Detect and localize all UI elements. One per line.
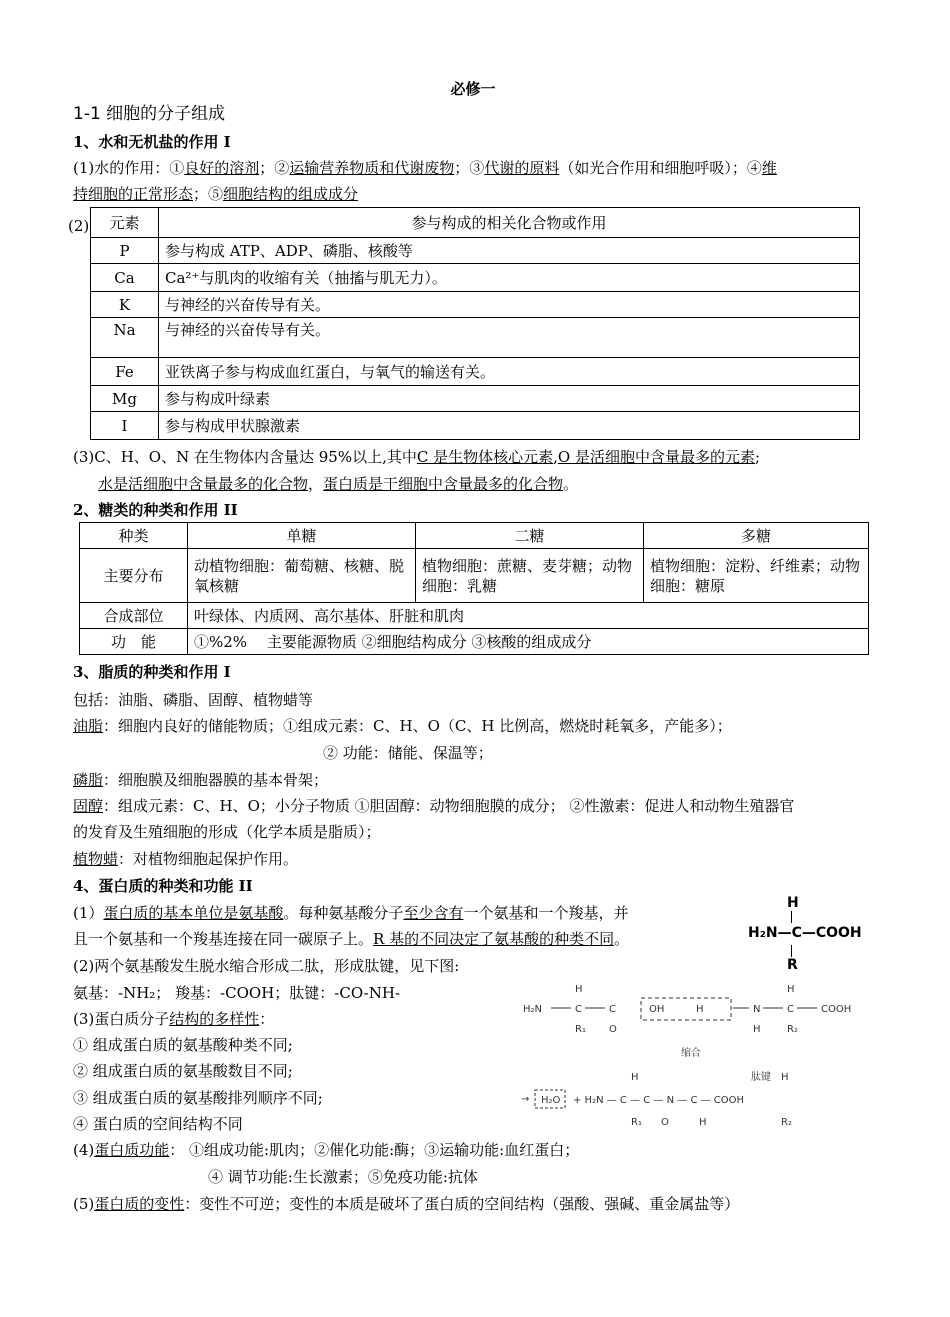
lipid-line-2: 油脂：细胞内良好的储能物质；①组成元素：C、H、O（C、H 比例高，燃烧时耗氧多，产能多）； [73, 717, 732, 735]
heading-3: 3、脂质的种类和作用 I [73, 663, 231, 681]
svg-text:H: H [699, 1117, 707, 1128]
diagram-label-peptide: 肽键 [751, 1072, 771, 1083]
svg-text:C: C [575, 1004, 582, 1015]
svg-text:N: N [753, 1004, 761, 1015]
t2-r2-label: 合成部位 [80, 603, 188, 629]
lipid-line-6: 的发育及生殖细胞的形成（化学本质是脂质）； [73, 823, 381, 841]
t2-r1-cell: 植物细胞：蔗糖、麦芽糖；动物细胞：乳糖 [416, 549, 644, 603]
t1-el: Na [91, 318, 159, 358]
svg-text:O: O [609, 1024, 617, 1035]
protein-line-5: (3)蛋白质分子结构的多样性： [73, 1010, 275, 1028]
svg-text:O: O [661, 1117, 669, 1128]
svg-text:H₂N: H₂N [523, 1004, 543, 1015]
section-heading: 1-1 细胞的分子组成 [73, 104, 226, 124]
svg-text:C: C [609, 1004, 616, 1015]
protein-line-7: ② 组成蛋白质的氨基酸数目不同; [73, 1062, 293, 1080]
lipid-line-1: 包括：油脂、磷脂、固醇、植物蜡等 [73, 691, 314, 709]
t1-head-1: 参与构成的相关化合物或作用 [159, 208, 860, 238]
svg-text:→: → [521, 1094, 530, 1105]
protein-line-10: (4)蛋白质功能： ①组成功能:肌肉；②催化功能:酶；③运输功能:血红蛋白； [73, 1141, 580, 1159]
para-3-line2: 水是活细胞中含量最多的化合物，蛋白质是干细胞中含量最多的化合物。 [98, 475, 579, 493]
protein-line-8: ③ 组成蛋白质的氨基酸排列顺序不同; [73, 1089, 323, 1107]
t1-el: Ca [91, 264, 159, 292]
protein-line-2: 且一个氨基和一个羧基连接在同一碳原子上。R 基的不同决定了氨基酸的种类不同。 [73, 930, 630, 948]
svg-text:+ H₂N — C — C — N — C — COOH: + H₂N — C — C — N — C — COOH [573, 1095, 745, 1106]
t2-head: 多糖 [644, 523, 869, 549]
protein-line-9: ④ 蛋白质的空间结构不同 [73, 1115, 243, 1133]
aa-r: R [787, 957, 798, 973]
t2-r3-label: 功 能 [80, 629, 188, 655]
t2-r3-cell: ①%2% 主要能源物质 ②细胞结构成分 ③核酸的组成成分 [188, 629, 869, 655]
svg-text:OH: OH [649, 1004, 665, 1015]
heading-4: 4、蛋白质的种类和功能 II [73, 877, 253, 895]
t1-head-0: 元素 [91, 208, 159, 238]
aa-h: H [787, 895, 799, 911]
svg-text:C: C [787, 1004, 794, 1015]
svg-text:R₂: R₂ [781, 1117, 792, 1128]
lipid-line-4: 磷脂：细胞膜及细胞器膜的基本骨架； [73, 771, 329, 789]
svg-text:H: H [781, 1072, 789, 1083]
protein-line-12: (5)蛋白质的变性：变性不可逆；变性的本质是破坏了蛋白质的空间结构（强酸、强碱、重金属盐等） [73, 1195, 740, 1213]
t2-head: 单糖 [188, 523, 416, 549]
t1-el: Mg [91, 386, 159, 412]
svg-text:H: H [575, 984, 583, 995]
t1-desc: 与神经的兴奋传导有关。 [159, 318, 860, 358]
t2-r1-cell: 植物细胞：淀粉、纤维素；动物细胞：糖原 [644, 549, 869, 603]
t1-el: Fe [91, 358, 159, 386]
para-1-line1: (1)水的作用：①良好的溶剂；②运输营养物质和代谢废物；③代谢的原料（如光合作用和细胞呼吸）；④维 [73, 159, 777, 177]
t1-el: I [91, 412, 159, 440]
doc-title: 必修一 [450, 80, 496, 98]
svg-text:H: H [787, 984, 795, 995]
lipid-line-7: 植物蜡：对植物细胞起保护作用。 [73, 850, 299, 868]
protein-line-1: (1）蛋白质的基本单位是氨基酸。每种氨基酸分子至少含有一个氨基和一个羧基，并 [73, 904, 629, 922]
table1-prefix: (2) [68, 217, 90, 235]
protein-line-6: ① 组成蛋白质的氨基酸种类不同; [73, 1036, 293, 1054]
para-1-line2: 持细胞的正常形态；⑤细胞结构的组成成分 [73, 185, 359, 203]
protein-line-4: 氨基：-NH₂； 羧基：-COOH；肽键：-CO-NH- [73, 984, 401, 1002]
svg-text:R₂: R₂ [787, 1024, 798, 1035]
heading-2: 2、糖类的种类和作用 II [73, 501, 238, 519]
sugar-table [79, 522, 869, 655]
svg-text:COOH: COOH [821, 1004, 852, 1015]
protein-line-11: ④ 调节功能:生长激素；⑤免疫功能:抗体 [208, 1168, 478, 1186]
t2-head: 二糖 [416, 523, 644, 549]
t1-el: K [91, 292, 159, 318]
diagram-svg [521, 980, 881, 1140]
aa-formula: H₂N—C—COOH [748, 925, 862, 941]
element-table [90, 207, 860, 440]
diagram-label-condense: 缩合 [681, 1048, 701, 1059]
svg-text:H: H [631, 1072, 639, 1083]
t1-desc: 亚铁离子参与构成血红蛋白，与氧气的输送有关。 [159, 358, 860, 386]
protein-line-3: (2)两个氨基酸发生脱水缩合形成二肽，形成肽键，见下图: [73, 957, 460, 975]
para-3-line1: (3)C、H、O、N 在生物体内含量达 95%以上,其中C 是生物体核心元素,O 是活细胞中含量最多的元素; [73, 448, 761, 466]
condensation-diagram [521, 980, 881, 1140]
t1-desc: 参与构成 ATP、ADP、磷脂、核酸等 [159, 238, 860, 264]
svg-text:H: H [696, 1004, 704, 1015]
svg-text:R₁: R₁ [575, 1024, 586, 1035]
lipid-line-5: 固醇：组成元素：C、H、O；小分子物质 ①胆固醇：动物细胞膜的成分； ②性激素：促进人和动物生殖器官 [73, 797, 795, 815]
t2-r1-label: 主要分布 [80, 549, 188, 603]
lipid-line-3: ② 功能：储能、保温等； [323, 744, 493, 762]
t1-desc: Ca²⁺与肌肉的收缩有关（抽搐与肌无力）。 [159, 264, 860, 292]
heading-1: 1、水和无机盐的作用 I [73, 133, 231, 151]
t2-r2-cell: 叶绿体、内质网、高尔基体、肝脏和肌肉 [188, 603, 869, 629]
t1-desc: 与神经的兴奋传导有关。 [159, 292, 860, 318]
t1-desc: 参与构成甲状腺激素 [159, 412, 860, 440]
t2-head: 种类 [80, 523, 188, 549]
svg-text:H: H [753, 1024, 761, 1035]
svg-text:H₂O: H₂O [541, 1095, 561, 1106]
t2-r1-cell: 动植物细胞：葡萄糖、核糖、脱氧核糖 [188, 549, 416, 603]
t1-el: P [91, 238, 159, 264]
svg-text:R₁: R₁ [631, 1117, 642, 1128]
t1-desc: 参与构成叶绿素 [159, 386, 860, 412]
